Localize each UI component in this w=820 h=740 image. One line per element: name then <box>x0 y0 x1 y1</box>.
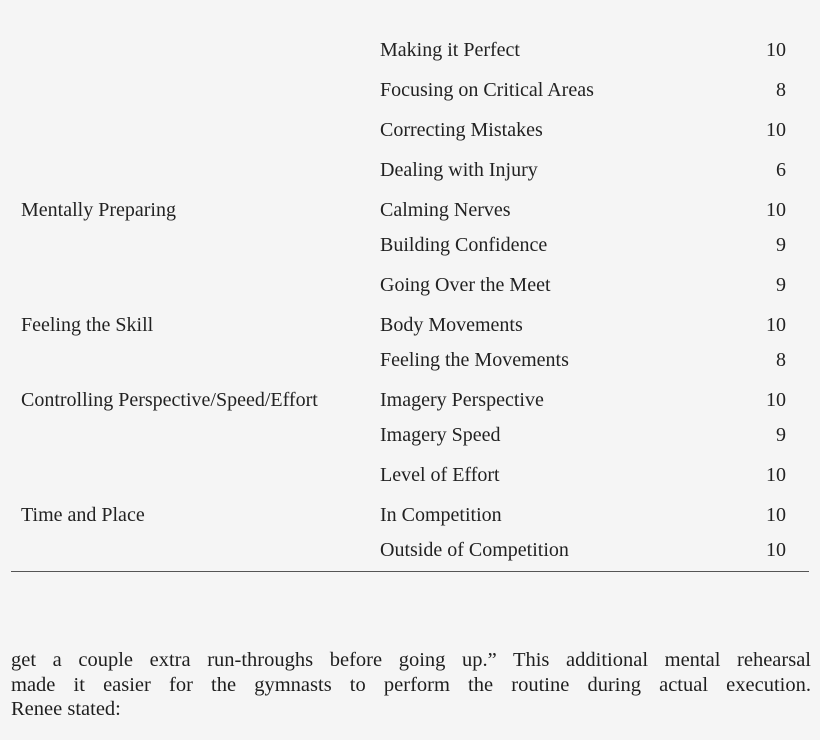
category-cell: Time and Place <box>21 504 145 526</box>
subcategory-cell: Imagery Speed <box>380 424 501 446</box>
count-cell: 8 <box>776 79 786 101</box>
count-cell: 6 <box>776 159 786 181</box>
subcategory-cell: Making it Perfect <box>380 39 520 61</box>
subcategory-cell: Calming Nerves <box>380 199 511 221</box>
subcategory-cell: Focusing on Critical Areas <box>380 79 594 101</box>
count-cell: 10 <box>766 119 786 141</box>
subcategory-cell: Building Confidence <box>380 234 548 256</box>
count-cell: 9 <box>776 424 786 446</box>
count-cell: 10 <box>766 504 786 526</box>
count-cell: 10 <box>766 314 786 336</box>
body-paragraph <box>11 648 811 722</box>
category-cell: Controlling Perspective/Speed/Effort <box>21 389 318 411</box>
count-cell: 9 <box>776 234 786 256</box>
subcategory-cell: Body Movements <box>380 314 523 336</box>
body-line: get a couple extra run-throughs before going up.” This additional mental rehearsal <box>11 649 811 671</box>
subcategory-cell: Imagery Perspective <box>380 389 544 411</box>
category-cell: Mentally Preparing <box>21 199 176 221</box>
subcategory-cell: In Competition <box>380 504 502 526</box>
count-cell: 9 <box>776 274 786 296</box>
count-cell: 10 <box>766 39 786 61</box>
body-line: made it easier for the gymnasts to perform the routine during actual execution. <box>11 673 811 696</box>
subcategory-cell: Feeling the Movements <box>380 349 569 371</box>
count-cell: 8 <box>776 349 786 371</box>
count-cell: 10 <box>766 539 786 561</box>
subcategory-cell: Dealing with Injury <box>380 159 538 181</box>
subcategory-cell: Level of Effort <box>380 464 500 486</box>
subcategory-cell: Going Over the Meet <box>380 274 551 296</box>
count-cell: 10 <box>766 199 786 221</box>
subcategory-cell: Correcting Mistakes <box>380 119 543 141</box>
body-line: Renee stated: <box>11 698 121 720</box>
count-cell: 10 <box>766 389 786 411</box>
table-bottom-rule <box>11 571 809 572</box>
subcategory-cell: Outside of Competition <box>380 539 569 561</box>
count-cell: 10 <box>766 464 786 486</box>
category-cell: Feeling the Skill <box>21 314 154 336</box>
